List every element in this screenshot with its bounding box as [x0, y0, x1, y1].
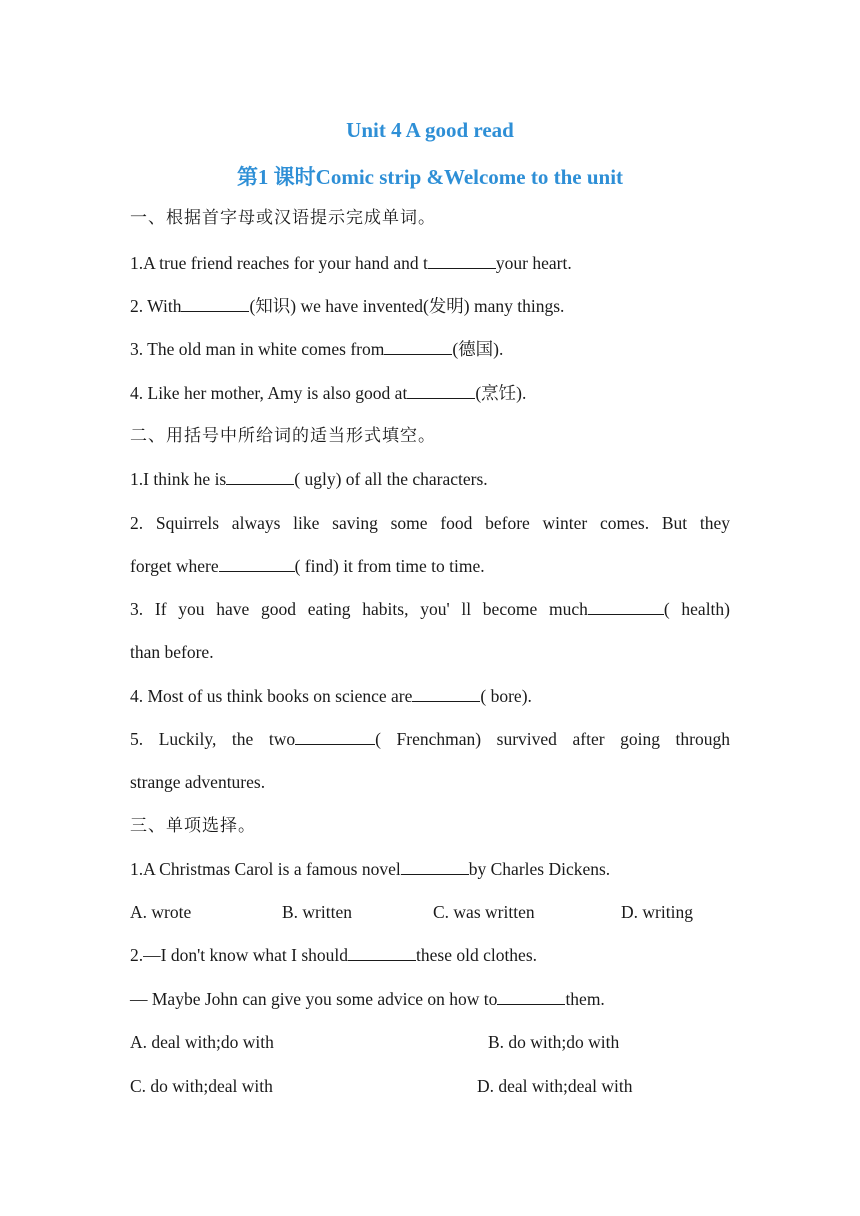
answer-blank[interactable] — [428, 253, 496, 269]
exercise-item: 4. Most of us think books on science are ( bore). — [130, 686, 532, 706]
option-d[interactable]: D. writing — [621, 902, 693, 922]
answer-blank[interactable] — [401, 859, 469, 875]
exercise-item: 5. Luckily, the two ( Frenchman) survived after going through — [130, 729, 730, 749]
answer-blank[interactable] — [295, 729, 375, 745]
option-b[interactable]: B. written — [282, 902, 352, 922]
page-title: Unit 4 A good read — [346, 118, 514, 142]
exercise-item: 2. Squirrels always like saving some food before winter comes. But they — [130, 513, 730, 533]
option-c[interactable]: C. do with;deal with — [130, 1076, 273, 1096]
answer-blank[interactable] — [588, 599, 664, 615]
option-d[interactable]: D. deal with;deal with — [477, 1076, 633, 1096]
answer-blank[interactable] — [181, 296, 249, 312]
exercise-item-continuation: forget where ( find) it from time to time. — [130, 556, 485, 576]
exercise-item: 2. With (知识) we have invented(发明) many things. — [130, 296, 565, 316]
question-1: 1.A Christmas Carol is a famous novel by Charles Dickens. — [130, 859, 611, 879]
answer-blank[interactable] — [348, 945, 416, 961]
answer-blank[interactable] — [219, 556, 295, 572]
page-subtitle: 第1 课时Comic strip &Welcome to the unit — [236, 165, 624, 189]
question-2: 2.—I don't know what I should these old clothes. — [130, 945, 538, 965]
section-heading-3: 三、单项选择。 — [130, 816, 256, 836]
answer-blank[interactable] — [497, 989, 565, 1005]
option-b[interactable]: B. do with;do with — [488, 1032, 620, 1052]
exercise-item: 1.A true friend reaches for your hand and t your heart. — [130, 253, 572, 273]
exercise-item-continuation: strange adventures. — [130, 772, 266, 792]
exercise-item: 3. The old man in white comes from (德国). — [130, 339, 504, 359]
option-c[interactable]: C. was written — [433, 902, 535, 922]
section-heading-1: 一、根据首字母或汉语提示完成单词。 — [130, 208, 436, 228]
answer-blank[interactable] — [412, 686, 480, 702]
answer-blank[interactable] — [384, 339, 452, 355]
exercise-item: 1.I think he is ( ugly) of all the characters. — [130, 469, 488, 489]
option-a[interactable]: A. deal with;do with — [130, 1032, 274, 1052]
question-2-reply: — Maybe John can give you some advice on how to them. — [130, 989, 605, 1009]
exercise-item-continuation: than before. — [130, 642, 214, 662]
section-heading-2: 二、用括号中所给词的适当形式填空。 — [130, 426, 436, 446]
exercise-item: 3. If you have good eating habits, you' ll become much ( health) — [130, 599, 730, 619]
option-a[interactable]: A. wrote — [130, 902, 192, 922]
exercise-item: 4. Like her mother, Amy is also good at (烹饪). — [130, 383, 527, 403]
answer-blank[interactable] — [407, 383, 475, 399]
answer-blank[interactable] — [226, 469, 294, 485]
